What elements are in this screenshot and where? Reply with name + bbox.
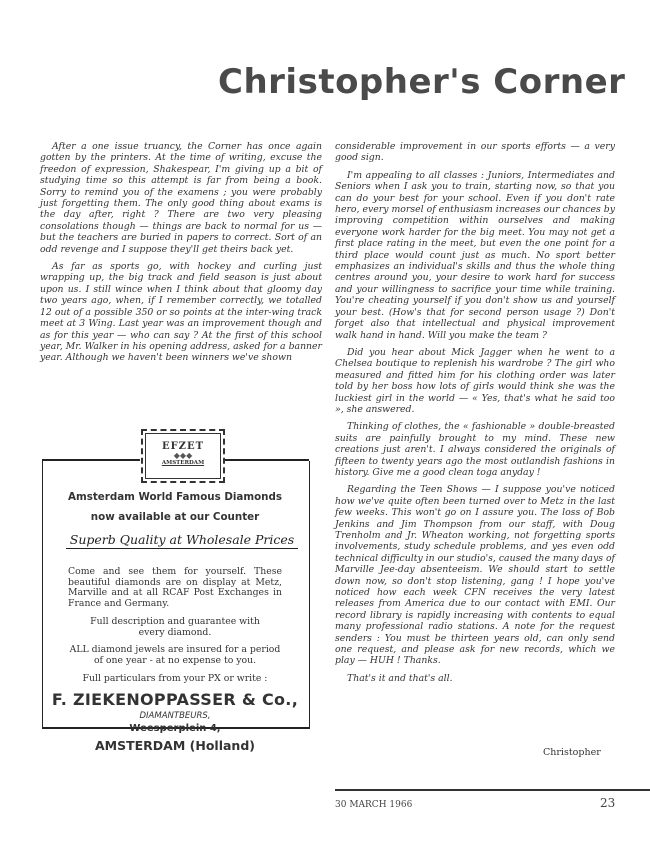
article-paragraph: After a one issue truancy, the Corner has once again gotten by the printers. At the time of writing, excuse the freedon of expression, Shakespear, I'm giving up a bit of studying time so this attempt is far from being a book. Sorry to remind you of the examens ; you were probably just forgetting them. The only good thing about exams is the day after, right ? There are two very pleasing consolations though — things are back to normal for us — but the teachers are buried in papers to correct. Sort of an odd revenge and I suppose they'll get theirs back yet. bbox=[40, 141, 322, 255]
footer-rule bbox=[335, 789, 650, 791]
footer-date: 30 MARCH 1966 bbox=[335, 800, 413, 810]
ad-company-sub: DIAMANTBEURS, bbox=[139, 711, 211, 721]
article-paragraph: considerable improvement in our sports efforts — a very good sign. bbox=[335, 141, 615, 164]
ad-address: Weesperplein 4, bbox=[129, 723, 221, 734]
ad-body-4: Full particulars from your PX or write : bbox=[82, 673, 268, 684]
article-paragraph: Regarding the Teen Shows — I suppose you've noticed how we've quite often been turned over to Metz in the last few weeks. This won't go on I assure you. The loss of Bob Jenkins and Jim Thompson from our staff, with Doug Trenholm and Jr. Wheaton working, not forgetting sports involvements, study schedule problems, and yes even odd technical difficulty in our studio's, caused the many days of Marville Jee-day absenteeism. We should start to settle down now, so don't stop listening, gang ! I hope you've noticed how each week CFN receives the very latest releases from America due to our contact with EMI. Our record library is rapidly increasing with contents to equal many professional radio stations. A note for the request senders : You must be thirteen years old, can only send one request, and please ask for new records, which we play — HUH ! Thanks. bbox=[335, 484, 615, 667]
ad-headline-1: Amsterdam World Famous Diamonds bbox=[68, 491, 282, 503]
ad-body-3: ALL diamond jewels are insured for a period of one year - at no expense to you. bbox=[69, 644, 281, 666]
logo-brand: EFZET bbox=[161, 441, 205, 452]
article-right-column bbox=[335, 141, 615, 690]
ad-body-2: Full description and guarantee with every diamond. bbox=[90, 616, 260, 638]
ad-company-name: F. ZIEKENOPPASSER & Co., bbox=[51, 690, 299, 709]
article-paragraph: Did you hear about Mick Jagger when he went to a Chelsea boutique to replenish his wardrobe ? The girl who measured and fitted him for his clothing order was later told by her boss how lots of girls would think she was the luckiest girl in the world — « Yes, that's what he said too », she answered. bbox=[335, 346, 615, 415]
ad-script-tagline: Superb Quality at Wholesale Prices bbox=[66, 532, 298, 549]
article-paragraph: Thinking of clothes, the « fashionable » double-breasted suits are painfully brought to my mind. These new creations just aren't. I always considered the originals of fifteen to twenty years ago the most outlandish fashions in history. Give me a good clean toga anyday ! bbox=[335, 421, 615, 478]
logo-city: AMSTERDAM bbox=[161, 460, 205, 466]
ad-headline-2: now available at our Counter bbox=[90, 511, 260, 523]
article-signature: Christopher bbox=[543, 747, 601, 758]
article-left-column bbox=[40, 141, 322, 370]
diamond-icon: ◆◆◆ bbox=[173, 451, 193, 460]
page-title: Christopher's Corner bbox=[218, 62, 626, 102]
page-number: 23 bbox=[600, 796, 616, 810]
efzet-logo bbox=[141, 429, 225, 483]
ad-city: AMSTERDAM (Holland) bbox=[95, 738, 255, 753]
article-paragraph: I'm appealing to all classes : Juniors, Intermediates and Seniors when I ask you to train, starting now, so that you can do your best for your school. Even if you don't rate hero, every morsel of enthusiasm increases our chances by improving competition within ourselves and making everyone work harder for the big meet. You may not get a first place rating in the meet, but even the one point for a third place would count just as much. No sport better emphasizes an individual's skills and thus the whole thing centres around you, your desire to work hard for success and your willingness to sacrifice your time while training. You're cheating yourself if you don't show us and yourself your best. (How's that for second person usage ?) Don't forget also that intellectual and physical improvement walk hand in hand. Will you make the team ? bbox=[335, 169, 615, 341]
article-paragraph: As far as sports go, with hockey and curling just wrapping up, the big track and field season is just about upon us. I still wince when I think about that gloomy day two years ago, when, if I remember correctly, we totalled 12 out of a possible 350 or so points at the inter-wing track meet at 3 Wing. Last year was an improvement though and as for this year — who can say ? At the first of this school year, Mr. Walker in his opening address, asked for a banner year. Although we haven't been winners we've shown bbox=[40, 261, 322, 364]
article-paragraph: That's it and that's all. bbox=[347, 672, 453, 684]
ad-body-1: Come and see them for yourself. These beautiful diamonds are on display at Metz, Marville and at all RCAF Post Exchanges in France and Germany. bbox=[68, 566, 282, 609]
